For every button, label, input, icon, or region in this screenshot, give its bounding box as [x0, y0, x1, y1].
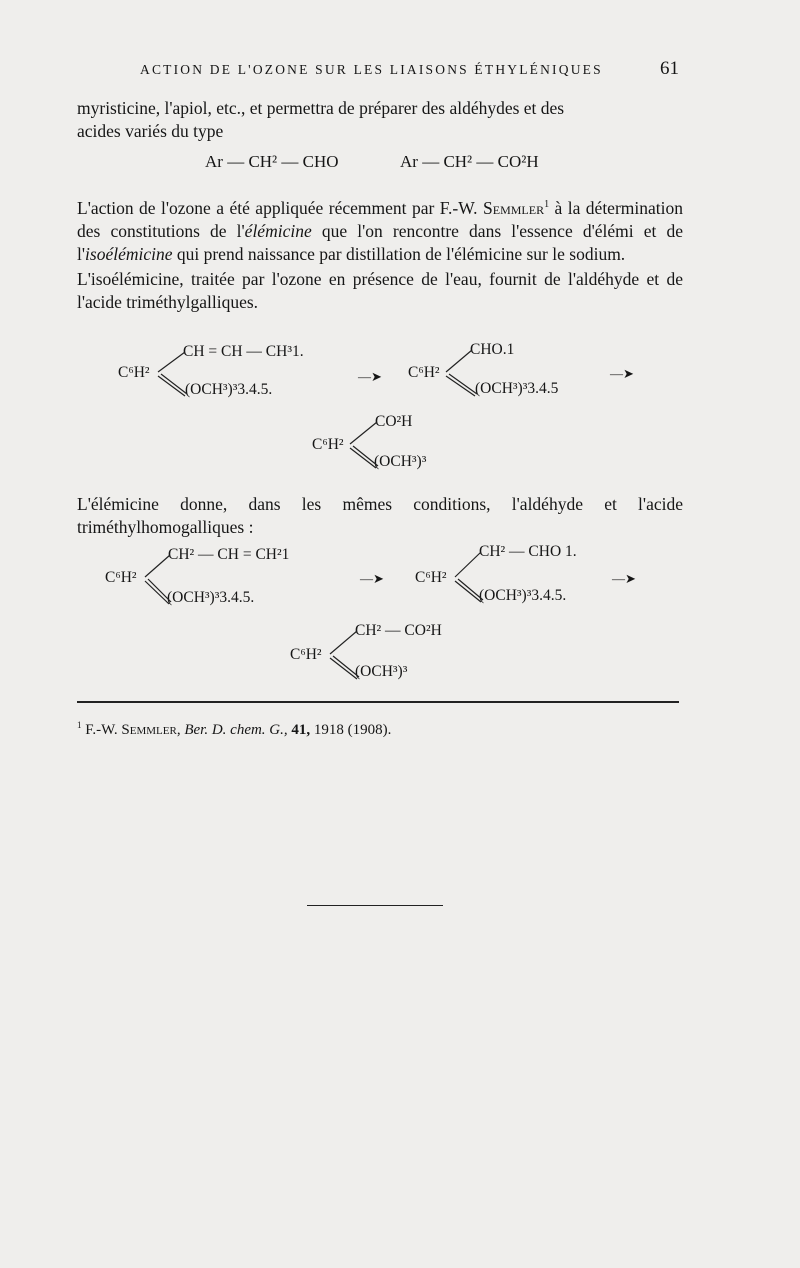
scheme2-compound3-core: C⁶H² — [290, 646, 322, 663]
aldehyde-type-formula: Ar — CH² — CHO — [205, 152, 339, 171]
paragraph-elemicine-text: L'élémicine donne, dans les mêmes conditions, l'aldéhyde et l'acide triméthylhomogalliques : — [77, 494, 683, 537]
author-name: Semmler — [483, 197, 545, 218]
scheme2-compound1-core: C⁶H² — [105, 569, 137, 586]
arrow-icon: —➤ — [612, 571, 636, 586]
paragraph-intro-line1: myristicine, l'apiol, etc., et permettra de préparer des aldéhydes et des — [77, 98, 565, 118]
scheme2-compound3-methoxy: (OCH³)³ — [355, 663, 408, 680]
footnote-volume: 41, — [291, 722, 311, 738]
scheme1-compound2-aldehyde: CHO.1 — [470, 341, 515, 358]
p2-end: qui prend naissance par distillation de l'élémicine sur le sodium. — [172, 243, 626, 264]
scheme2-compound2-core: C⁶H² — [415, 569, 447, 586]
footnote-ref[interactable]: 1 — [544, 199, 550, 210]
scheme2-compound2-aldehyde: CH² — CHO 1. — [479, 543, 577, 560]
term-isoelemicine: isoélémicine — [85, 243, 173, 264]
footnote-author: F.-W. Semmler, — [85, 722, 181, 738]
running-title: ACTION DE L'OZONE SUR LES LIAISONS ÉTHYLÉNIQUES — [140, 62, 603, 77]
scheme1-compound3-acid: CO²H — [375, 413, 413, 430]
end-rule — [307, 905, 443, 906]
scheme2-compound2-methoxy: (OCH³)³3.4.5. — [479, 587, 567, 604]
scheme1-compound2-methoxy: (OCH³)³3.4.5 — [475, 380, 559, 397]
p2-start: L'action de l'ozone a été appliquée récemment par F.-W. — [77, 197, 483, 218]
footnote-journal: Ber. D. chem. G., — [184, 722, 288, 738]
scheme1-compound3-core: C⁶H² — [312, 436, 344, 453]
scheme1-compound1-core: C⁶H² — [118, 364, 150, 381]
footnote-rule — [77, 701, 679, 703]
scheme1-compound1-chain: CH = CH — CH³1. — [183, 343, 304, 360]
p2-middle2: que l'on rencontre dans l'essence d'élémi et de l' — [77, 220, 683, 264]
paragraph-intro-line2: acides variés du type — [77, 121, 224, 141]
footnote-mark: 1 — [77, 720, 82, 730]
scheme2-compound1-chain: CH² — CH = CH²1 — [168, 546, 290, 563]
scheme1-compound3-methoxy: (OCH³)³ — [374, 453, 427, 470]
scheme2-compound3-acid: CH² — CO²H — [355, 622, 442, 639]
footnote-rest: 1918 (1908). — [313, 722, 392, 738]
arrow-icon: —➤ — [360, 571, 384, 586]
scheme1-compound1-methoxy: (OCH³)³3.4.5. — [185, 381, 273, 398]
acid-type-formula: Ar — CH² — CO²H — [400, 152, 539, 171]
scheme1-compound2-core: C⁶H² — [408, 364, 440, 381]
p2-middle1: à la détermination des constitutions de l' — [77, 197, 683, 241]
page-number: 61 — [660, 58, 679, 79]
arrow-icon: —➤ — [358, 369, 382, 384]
paragraph-isoelemicine: L'isoélémicine, traitée par l'ozone en présence de l'eau, fournit de l'aldéhyde et de l'acide triméthylgalliques. — [77, 268, 683, 312]
footnote — [77, 720, 391, 739]
arrow-icon: —➤ — [610, 366, 634, 381]
scheme2-compound1-methoxy: (OCH³)³3.4.5. — [167, 589, 255, 606]
term-elemicine: élémicine — [244, 220, 312, 241]
